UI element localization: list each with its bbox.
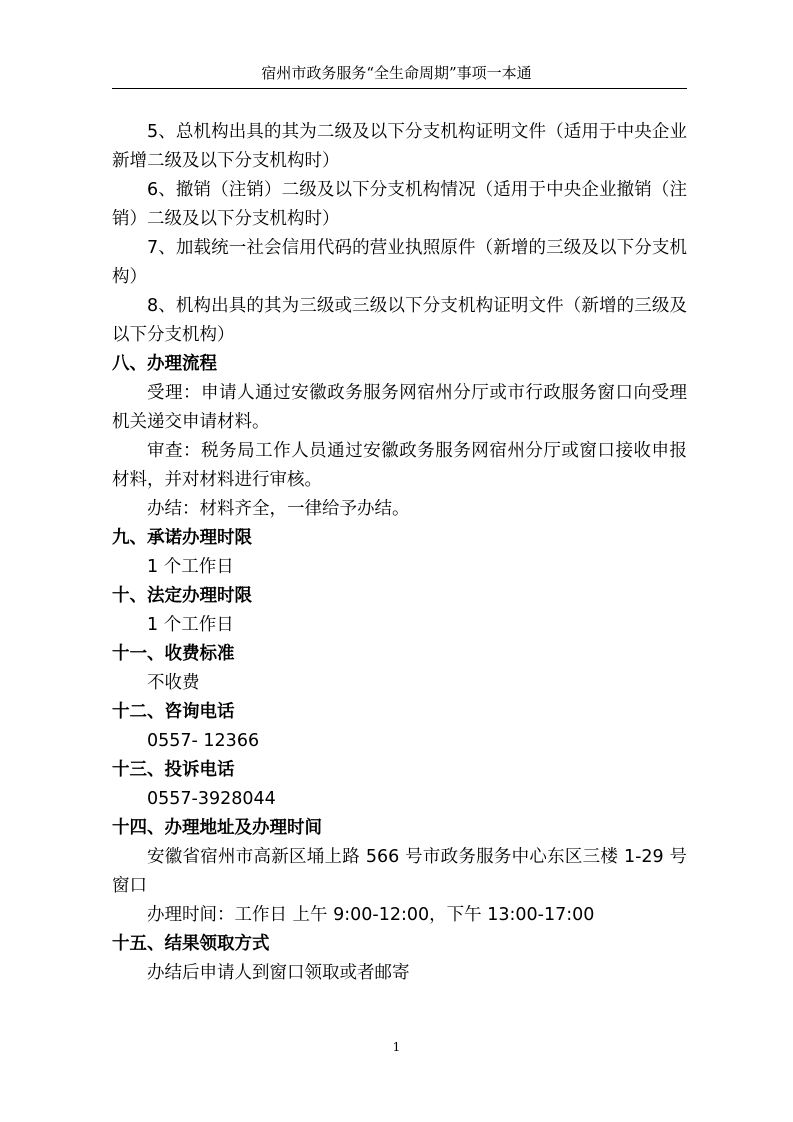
material-item-7: 7、加载统一社会信用代码的营业执照原件（新增的三级及以下分支机构） [112,238,687,287]
section-heading-process: 八、办理流程 [112,354,217,374]
process-finish: 办结：材料齐全，一律给予办结。 [147,499,410,519]
legal-time-value: 1 个工作日 [147,615,234,635]
section-heading-complaint-phone: 十三、投诉电话 [112,760,235,780]
section-heading-fee: 十一、收费标准 [112,644,235,664]
fee-value: 不收费 [147,673,200,693]
material-item-8: 8、机构出具的其为三级或三级以下分支机构证明文件（新增的三级及以下分支机构） [112,296,687,345]
address-hours: 办理时间：工作日 上午 9:00-12:00，下午 13:00-17:00 [147,905,595,925]
process-review: 审查：税务局工作人员通过安徽政务服务网宿州分厅或窗口接收申报材料，并对材料进行审核。 [112,441,687,490]
promise-time-value: 1 个工作日 [147,557,234,577]
section-heading-consult-phone: 十二、咨询电话 [112,702,235,722]
section-heading-legal-time: 十、法定办理时限 [112,586,252,606]
section-heading-promise-time: 九、承诺办理时限 [112,528,252,548]
process-accept: 受理：申请人通过安徽政务服务网宿州分厅或市行政服务窗口向受理机关递交申请材料。 [112,383,687,432]
document-body [112,118,687,988]
header-rule [112,88,687,89]
section-heading-result: 十五、结果领取方式 [112,934,270,954]
page-header: 宿州市政务服务“全生命周期”事项一本通 [261,64,532,82]
page-number: 1 [392,1040,401,1054]
material-item-6: 6、撤销（注销）二级及以下分支机构情况（适用于中央企业撤销（注销）二级及以下分支机构时） [112,180,687,229]
result-value: 办结后申请人到窗口领取或者邮寄 [147,963,410,983]
complaint-phone-value: 0557-3928044 [147,789,276,809]
consult-phone-value: 0557- 12366 [147,731,260,751]
section-heading-address: 十四、办理地址及办理时间 [112,818,322,838]
address-location: 安徽省宿州市高新区埇上路 566 号市政务服务中心东区三楼 1-29 号窗口 [112,847,687,896]
material-item-5: 5、总机构出具的其为二级及以下分支机构证明文件（适用于中央企业新增二级及以下分支机构时） [112,122,687,171]
